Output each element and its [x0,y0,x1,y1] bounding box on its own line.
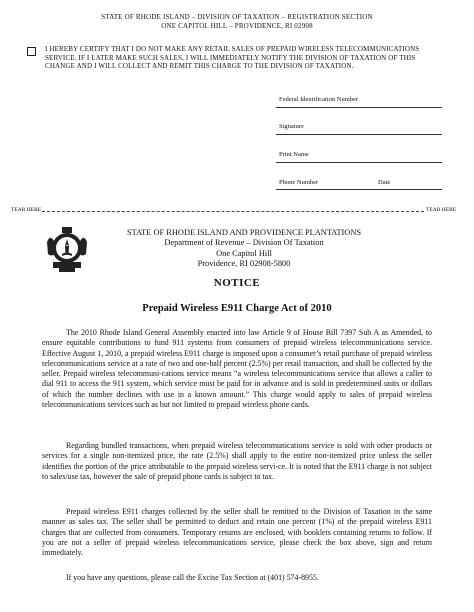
tear-here-left: TEAR HERE [11,207,42,213]
paragraph-3 [42,507,432,558]
paragraph-4 [42,573,432,583]
tear-line [42,211,424,212]
paragraph-2-text: Regarding bundled transactions, when prepaid wireless telecommunications service is sold with other products or services for a single non-itemized price, the rate (2.5%) shall apply to the entire non-itemized price unless the seller identifies the portion of the price attributable to the prepaid wireless servi-ce. It is noted that the E911 charge is not subject to sales/use tax, however the sale of prepaid phone cards is subject to tax. [42,441,432,481]
act-title: Prepaid Wireless E911 Charge Act of 2010 [142,303,332,314]
signature-field[interactable] [276,134,442,135]
certification-text: I HEREBY CERTIFY THAT I DO NOT MAKE ANY RETAIL SALES OF PREPAID WIRELESS TELECOMMUNICATIONS SERVICE. IF I LATER MAKE SUCH SALES, I WILL IMMEDIATELY NOTIFY THE DIVISION OF TAXATION OF THIS CHANGE AND I WILL COLLECT AND REMIT THIS CHARGE TO THE DIVISION OF TAXATION. [45,45,420,71]
agency-address [104,228,384,270]
header-line-1: STATE OF RHODE ISLAND – DIVISION OF TAXATION – REGISTRATION SECTION [101,13,373,21]
tear-here-right: TEAR HERE [426,207,457,213]
state-seal-icon [45,224,89,274]
phone-date-field[interactable] [276,189,442,190]
paragraph-2 [42,441,432,482]
phone-label: Phone Number [279,179,319,186]
federal-id-label: Federal Identification Number [279,96,359,103]
header-line-2: ONE CAPITOL HILL – PROVIDENCE, RI 02908 [161,22,313,30]
agency-line-3: One Capitol Hill [216,248,272,258]
date-label: Date [378,179,391,186]
certify-checkbox[interactable] [27,47,36,56]
paragraph-1-text: The 2010 Rhode Island General Assembly enacted into law Article 9 of House Bill 7397 Sub A as Amended, to ensure equitable contributions to fund 911 systems from consumers of prepaid wireless telecommunications service. Effective August 1, 2010, a prepaid wireless E911 charge is imposed upon a consumer’s retail purchase of prepaid wireless telecommunications service at a rate of two and one-half percent (2.5%) per retail transaction, and shall be collected by the seller. Prepaid wireless telecommuni-cations service means “a wireless telecommunications service that allows a caller to dial 911 to access the 911 system, which service must be paid for in advance and is sold in predetermined units or dollars of which the number declines with use in a known amount.” This charge would apply to sales of prepaid wireless telecommunications services such as but not limited to prepaid wireless phone cards. [42,328,432,409]
paragraph-1 [42,328,432,410]
print-name-field[interactable] [276,162,442,163]
agency-line-1: STATE OF RHODE ISLAND AND PROVIDENCE PLANTATIONS [126,228,362,237]
agency-line-4: Providence, RI 02908-5800 [197,259,291,269]
agency-line-2: Department of Revenue – Division Of Taxation [164,238,324,248]
signature-label: Signature [279,123,304,130]
paragraph-4-text: If you have any questions, please call the Excise Tax Section at (401) 574-8955. [66,573,319,582]
print-name-label: Print Name [279,151,309,158]
notice-title: NOTICE [213,277,261,289]
paragraph-3-text: Prepaid wireless E911 charges collected by the seller shall be remitted to the Division of Taxation in the same manner as sales tax. The seller shall be permitted to deduct and retain one percent (1%) of the prepaid wireless E911 charges that are collected from consumers. Temporary returns are enclosed, with booklets containing returns to follow. If you are not a seller of prepaid wireless telecommunications service, please check the box above, sign and return immediately. [42,507,432,557]
federal-id-field[interactable] [276,107,442,108]
